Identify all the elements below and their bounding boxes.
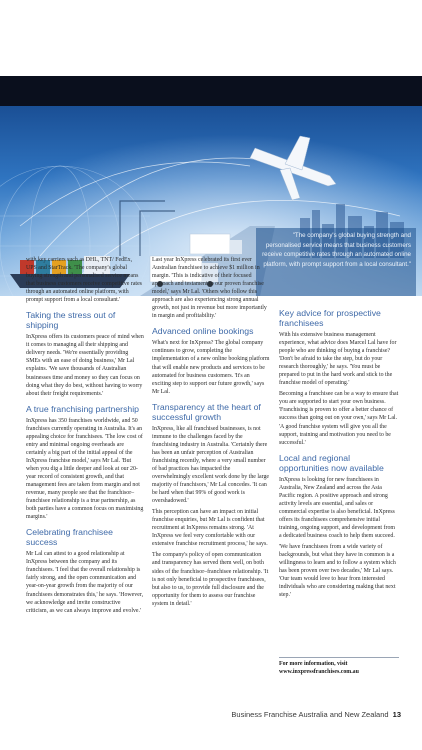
paragraph: InXpress offers its customers peace of mind when it comes to managing all their shipping and delivery needs. 'We're essentially providing SMEs with an ease of doing business,' Mr Lal explains. 'We save thousands of Australian businesses time and money so they can focus on doing what they do best, without having to worry about their freight requirements.' <box>26 334 144 397</box>
paragraph: The company's policy of open communication and transparency has served them well, on both sides of the franchisor–franchisee relationship. 'It is not only beneficial to prospective franchisees, but also to us, to provide full disclosure and the opportunity for them to assess our franchise system in detail.' <box>152 552 269 607</box>
page-top-margin <box>0 0 422 76</box>
pull-quote <box>256 228 416 296</box>
section-heading: A true franchising partnership <box>26 403 140 414</box>
section-heading: Taking the stress out of shipping <box>26 310 116 331</box>
paragraph: InXpress, like all franchised businesses, is not immune to the challenges faced by the franchising industry in Australia. 'Certainly there has been an unfair perception of Australian franchising recently, where a very small number of bad practices has impacted the overwhelmingly excellent work done by the large majority of franchisors,' Mr Lal concedes. 'It can be hard when that 99% of good work is overshadowed.' <box>152 425 270 505</box>
paragraph: Mr Lal can attest to a good relationship at InXpress between the company and its franchisees. 'I feel that the overall relationship is fairly strong, and the open communication and year-on-year growth from the majority of our franchisees demonstrates this,' he says. 'However, we acknowledge and invite constructive criticism, as we can always improve and evolve.' <box>26 551 144 614</box>
page-number: 13 <box>392 710 401 719</box>
paragraph: 'We have franchisees from a wide variety of backgrounds, but what they have in common is a willingness to learn and to follow a system which has been proven over two decades,' Mr Lal says. 'Our team would love to hear from interested individuals who are considering making that next step.' <box>279 544 396 599</box>
more-info-box <box>279 660 401 676</box>
article-column-1 <box>26 256 144 615</box>
section-heading: Advanced online bookings <box>152 326 254 337</box>
header-band <box>0 76 422 106</box>
article-column-2 <box>152 256 270 608</box>
section-heading: Transparency at the heart of successful growth <box>152 401 261 422</box>
publication-name: Business Franchise Australia and New Zealand <box>231 710 389 719</box>
section-heading: Local and regional opportunities now available <box>279 452 384 473</box>
paragraph: InXpress is looking for new franchisees in Australia, New Zealand and across the Asia Pacific region. A positive approach and strong activity levels are essential, and sales or commercial expertise is also beneficial. InXpress offers its franchisees comprehensive initial training, ongoing support, and development from a dedicated business coach to help them succeed. <box>279 476 395 539</box>
section-heading: Celebrating franchisee success <box>26 527 113 548</box>
divider-line <box>279 657 399 658</box>
article-column-3 <box>279 308 399 599</box>
more-info-link-text[interactable]: For more information, visit www.inxpressfranchises.com.au <box>279 661 359 676</box>
paragraph: Last year InXpress celebrated its first ever Australian franchisee to achieve $1 million in margin. 'This is indicative of their focused approach and testament to our proven franchise model,' says Mr Lal. 'Others who follow this approach are also experiencing strong annual growth, not just in revenue but more importantly in margin and profitability.' <box>152 257 267 320</box>
paragraph: With his extensive business management experience, what advice does Marcel Lal have for people who are thinking of buying a franchise? 'Don't be afraid to take the step, but do your research thoroughly,' he says. 'You must be prepared to put in the hard work and stick to the franchise model of operating.' <box>279 332 397 387</box>
paragraph: Becoming a franchisee can be a way to ensure that you are supported to start your own business. 'Franchising is proven to offer a better chance of success than going out on your own,' says Mr Lal. 'A good franchise system will give you all the support, training and motivation you need to be successful.' <box>279 391 399 446</box>
paragraph: with key carriers such as DHL, TNT/ FedEx, UPS and StarTrack. 'The company's global buying strength and personalised service means that business customers receive competitive rates through an automated online platform, with prompt support from a local consultant.' <box>26 257 142 304</box>
paragraph: What's next for InXpress? The global company continues to grow, completing the implementation of a new online booking platform that will enable new products and services to be automated for business customers. 'It's an exciting step to support our future growth,' says Mr Lal. <box>152 340 270 395</box>
paragraph: This perception can have an impact on initial franchise enquiries, but Mr Lal is confident that recruitment at InXpress remains strong. 'At InXpress we feel very comfortable with our extensive franchise recruitment process,' he says. <box>152 509 268 548</box>
pull-quote-text: "The company's global buying strength and personalised service means that business customers receive competitive rates through an automated online platform, with prompt support from a local consultant." <box>262 232 411 268</box>
section-heading: Key advice for prospective franchisees <box>279 308 381 328</box>
page-footer <box>231 710 401 719</box>
paragraph: InXpress has 350 franchises worldwide, and 50 franchises currently operating in Australia. It's an appealing choice for franchisees. 'The low cost of entry and minimal ongoing overheads are certainly a big part of the initial appeal of the InXpress franchise model,' says Mr Lal. 'But when you dig a little deeper and look at our 20-year record of consistent growth, and that management fees are taken from margin and not revenue, many people see that the franchisor–franchisee relationship is a true partnership, as both parties have a common focus on maximising margins.' <box>26 417 144 521</box>
